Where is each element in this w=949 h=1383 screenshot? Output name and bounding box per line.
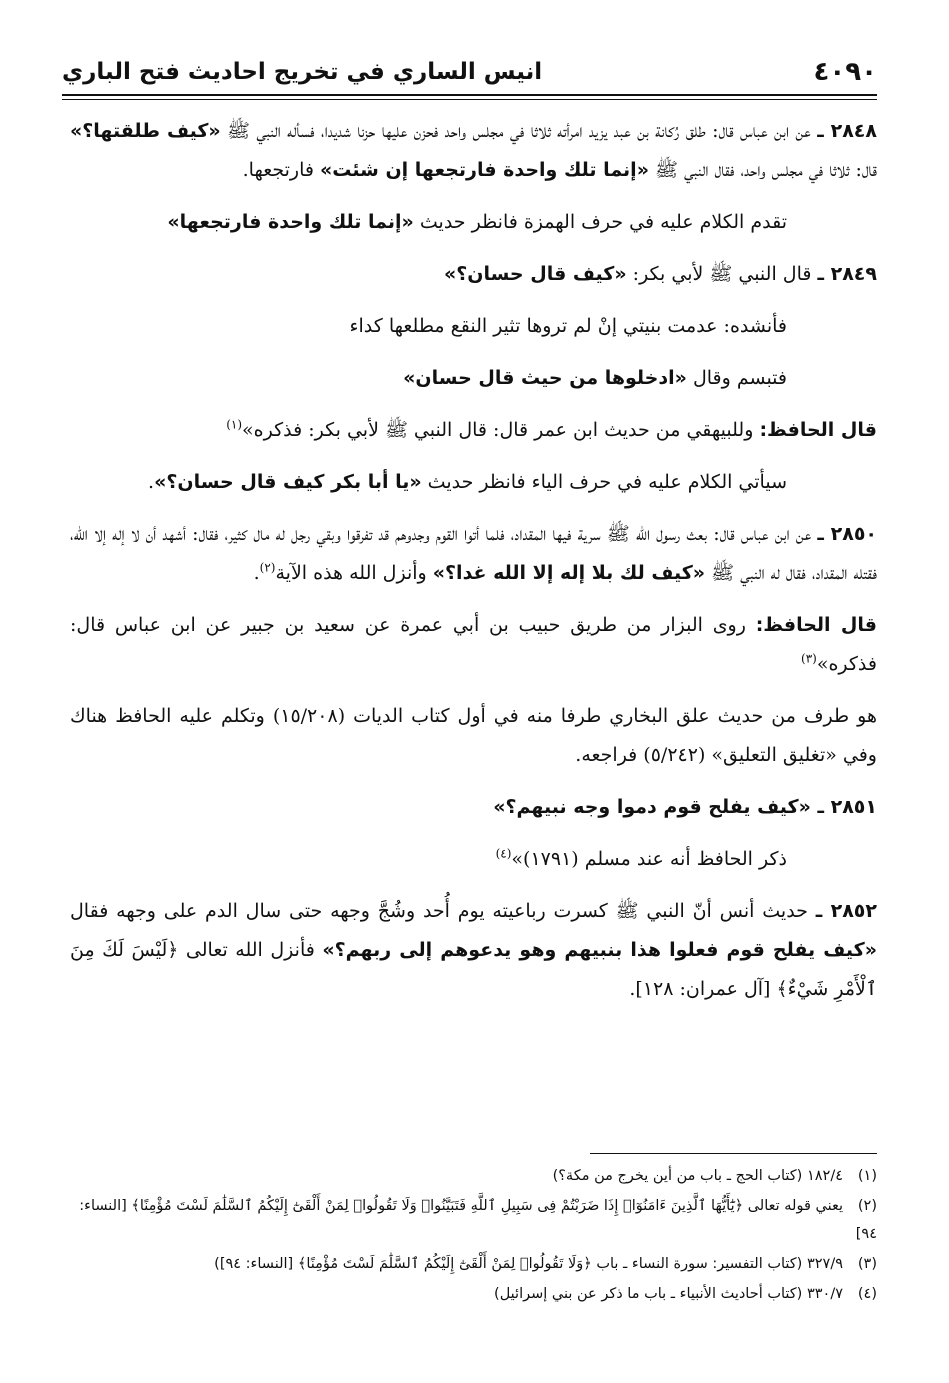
hadith-text: عن ابن عباس قال: بعث رسول الله ﷺ سرية فيها المقداد، فلما أتوا القوم وجدوهم قد تفرقوا وبقي رجل له مال كثير، فقال: أشهد أن لا إله إلا الله، فقتله المقداد، فقال له النبي ﷺ xyxy=(70,523,877,584)
hadith-text: عن ابن عباس قال: طلق رُكانة بن عبد يزيد امرأته ثلاثا في مجلس واحد فحزن عليها حزنا شديدا، فسأله النبي ﷺ xyxy=(220,120,818,142)
quoted-saying: «إنما تلك واحدة فارتجعها» xyxy=(167,211,414,233)
hadith-text: . xyxy=(253,562,260,584)
note-text: ذكر الحافظ أنه عند مسلم (١٧٩١)» xyxy=(511,848,787,870)
footnote-number: (٣) xyxy=(857,1256,877,1272)
footnote-2 xyxy=(70,1192,877,1248)
footnote-marker[interactable]: (٢) xyxy=(259,560,276,575)
hadith-text: قال: ثلاثا في مجلس واحد، فقال النبي ﷺ xyxy=(648,159,877,181)
quoted-saying: «كيف يفلح قوم فعلوا هذا بنبيهم وهو يدعوهم إلى ربهم؟» xyxy=(322,939,877,961)
quoted-saying: «كيف لك بلا إله إلا الله غدا؟» xyxy=(432,562,706,584)
footnote-marker[interactable]: (٣) xyxy=(801,651,817,666)
header-rule-thin xyxy=(62,99,877,100)
footnote-separator xyxy=(590,1153,877,1154)
hadith-entry-2850 xyxy=(70,515,877,593)
page-number: ٤٠٩٠ xyxy=(813,57,877,87)
footnote-text: ١٨٢/٤ (كتاب الحج ـ باب من أين يخرج من مكة؟) xyxy=(552,1168,843,1184)
running-title: انيس الساري في تخريج احاديث فتح الباري xyxy=(62,59,543,85)
note-text: . xyxy=(148,471,155,493)
hadith-number: ٢٨٥٠ ـ xyxy=(817,523,878,545)
footnote-text: ٣٣٠/٧ (كتاب أحاديث الأنبياء ـ باب ما ذكر عن بني إسرائيل) xyxy=(494,1286,843,1302)
quoted-saying: «إنما تلك واحدة فارتجعها إن شئت» xyxy=(320,159,649,181)
hadith-entry-2852 xyxy=(70,892,877,1009)
footnote-text: يعني قوله تعالى ﴿يَٰٓأَيُّهَا ٱلَّذِينَ ءَامَنُوٓا۟ إِذَا ضَرَبْتُمْ فِى سَبِيلِ ٱللَّهِ فَتَبَيَّنُوا۟ وَلَا تَقُولُوا۟ لِمَنْ أَلْقَىٰٓ إِلَيْكُمُ ٱلسَّلَٰمَ لَسْتَ مُؤْمِنًا﴾ [النساء: ٩٤] xyxy=(79,1198,877,1242)
footnote-number: (٤) xyxy=(857,1286,877,1302)
header-rule-thick xyxy=(62,94,877,96)
note-text: سيأتي الكلام عليه في حرف الياء فانظر حديث xyxy=(421,471,787,493)
hadith-entry-2849 xyxy=(70,255,877,294)
comment-text: روى البزار من طريق حبيب بن أبي عمرة عن سعيد بن جبير عن ابن عباس قال: فذكره» xyxy=(70,614,877,675)
hadith-number: ٢٨٥١ ـ xyxy=(817,796,877,818)
hadith-entry-2848 xyxy=(70,112,877,190)
hadith-entry-2851 xyxy=(70,788,877,827)
page-body xyxy=(70,112,877,1022)
quoted-saying: «ادخلوها من حيث قال حسان» xyxy=(403,367,687,389)
hafiz-comment xyxy=(70,606,877,684)
comment-text: وللبيهقي من حديث ابن عمر قال: قال النبي ﷺ لأبي بكر: فذكره» xyxy=(242,419,760,441)
hafiz-label: قال الحافظ: xyxy=(755,614,877,636)
hadith-text: فتبسم وقال xyxy=(686,367,787,389)
hadith-text: قال النبي ﷺ لأبي بكر: xyxy=(626,263,818,285)
footnote-3 xyxy=(70,1250,877,1278)
quoted-saying: «يا أبا بكر كيف قال حسان؟» xyxy=(154,471,422,493)
hadith-text: فارتجعها. xyxy=(242,159,321,181)
hadith-text: وأنزل الله هذه الآية xyxy=(275,562,433,584)
hadith-continuation xyxy=(70,359,877,398)
hafiz-comment xyxy=(70,411,877,450)
cross-reference xyxy=(70,463,877,502)
footnote-number: (١) xyxy=(857,1168,877,1184)
quoted-saying: «كيف قال حسان؟» xyxy=(443,263,627,285)
footnote-text: ٣٢٧/٩ (كتاب التفسير: سورة النساء ـ باب ﴿وَلَا تَقُولُوا۟ لِمَنْ أَلْقَىٰٓ إِلَيْكُمُ ٱلسَّلَٰمَ لَسْتَ مُؤْمِنًا﴾ [النساء: ٩٤]) xyxy=(214,1256,843,1272)
page-header xyxy=(62,52,877,92)
cross-reference xyxy=(70,203,877,242)
note-text: تقدم الكلام عليه في حرف الهمزة فانظر حديث xyxy=(413,211,787,233)
hafiz-label: قال الحافظ: xyxy=(759,419,877,441)
footnote-marker[interactable]: (٤) xyxy=(495,846,512,861)
footnote-marker[interactable]: (١) xyxy=(226,417,243,432)
hadith-number: ٢٨٤٨ ـ xyxy=(817,120,877,142)
poetry-verse: فأنشده: عدمت بنيتي إنْ لم تروها تثير النقع مطلعها كداء xyxy=(349,315,787,337)
quoted-saying: «كيف يفلح قوم دموا وجه نبيهم؟» xyxy=(493,796,818,818)
hadith-number: ٢٨٥٢ ـ xyxy=(815,900,877,922)
footnote-number: (٢) xyxy=(857,1198,877,1214)
commentary-note: هو طرف من حديث علق البخاري طرفا منه في أول كتاب الديات (١٥/٢٠٨) وتكلم عليه الحافظ هناك وفي «تغليق التعليق» (٥/٢٤٢) فراجعه. xyxy=(70,705,877,766)
quoted-saying: «كيف طلقتها؟» xyxy=(70,120,221,142)
hadith-text: حديث أنس أنّ النبي ﷺ كسرت رباعيته يوم أُحد وشُجَّ وجهه حتى سال الدم على وجهه فقال xyxy=(70,900,816,922)
hadith-number: ٢٨٤٩ ـ xyxy=(817,263,877,285)
footnotes xyxy=(70,1162,877,1310)
footnote-1 xyxy=(70,1162,877,1190)
hadith-text: فأنزل الله تعالى ﴿لَيْسَ لَكَ مِنَ ٱلْأَمْرِ شَيْءٌ﴾ [آل عمران: ١٢٨]. xyxy=(70,939,877,1000)
footnote-4 xyxy=(70,1280,877,1308)
commentary-note xyxy=(70,840,877,879)
